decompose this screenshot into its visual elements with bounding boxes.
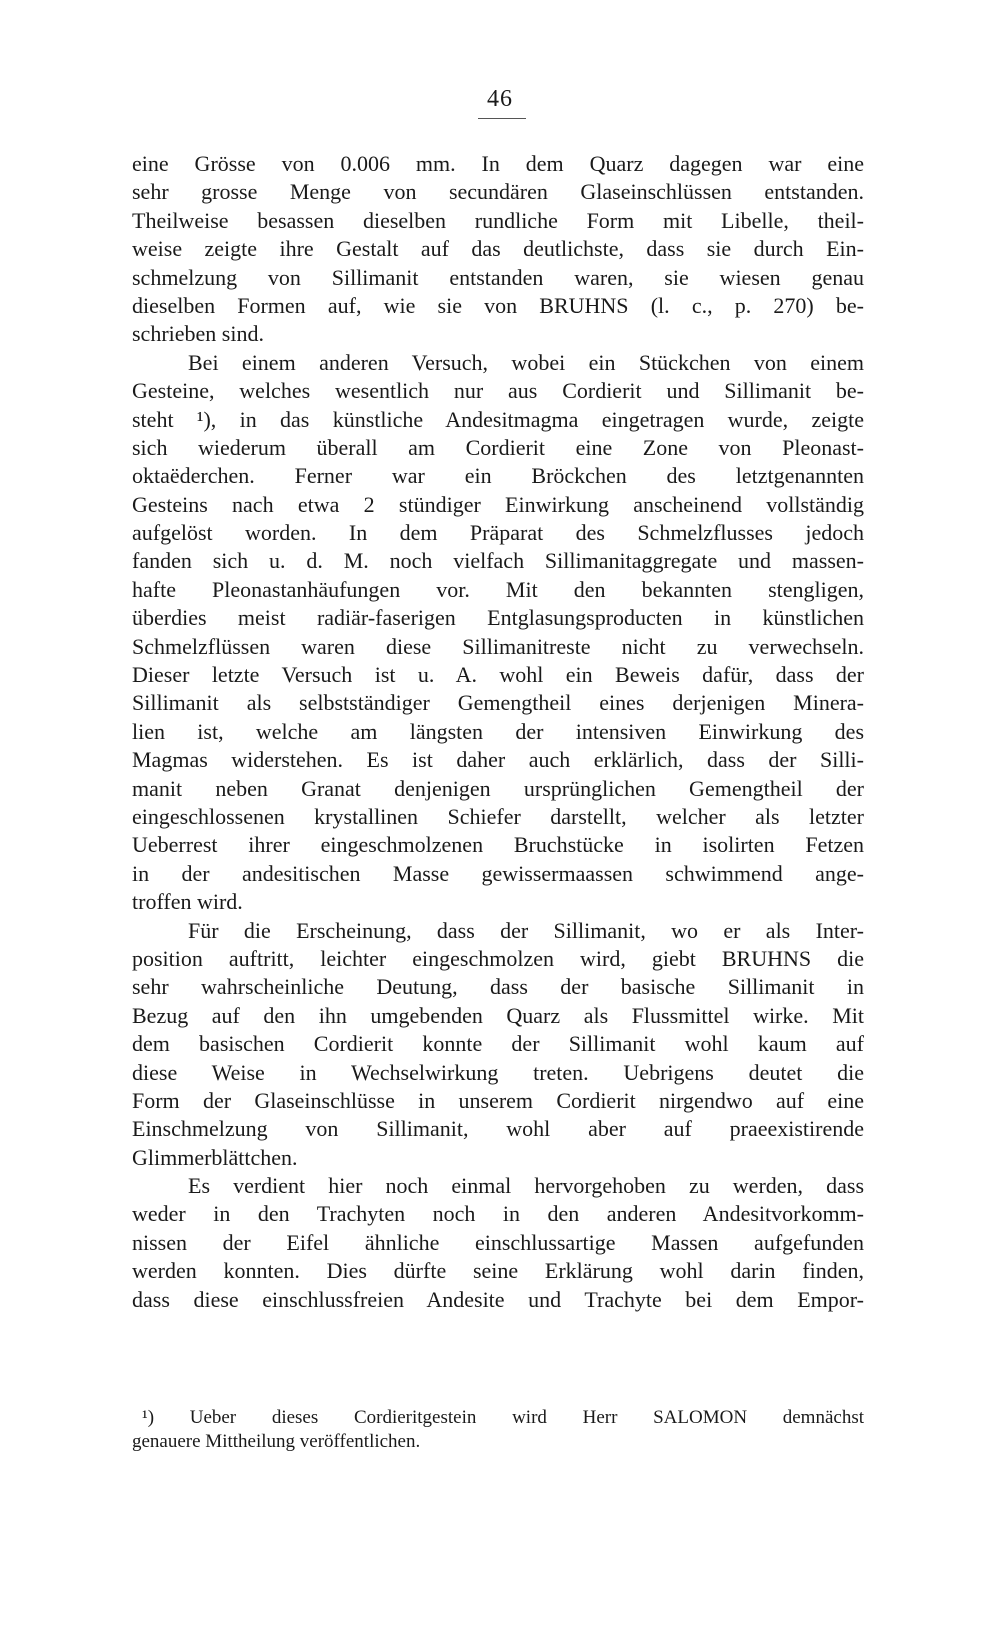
text-line: sehr grosse Menge von secundären Glaseinschlüssen entstanden. <box>132 179 864 205</box>
text-line: oktaëderchen. Ferner war ein Bröckchen des letztgenannten <box>132 463 864 489</box>
text-line: Es verdient hier noch einmal hervorgehoben zu werden, dass <box>188 1173 864 1199</box>
text-line: schrieben sind. <box>132 321 264 347</box>
text-line: Dieser letzte Versuch ist u. A. wohl ein Beweis dafür, dass der <box>132 662 864 688</box>
text-line: fanden sich u. d. M. noch vielfach Sillimanitaggregate und massen- <box>132 548 864 574</box>
footnote-line: genauere Mittheilung veröffentlichen. <box>132 1431 421 1452</box>
text-line: Für die Erscheinung, dass der Sillimanit, wo er als Inter- <box>188 917 864 943</box>
text-line: sich wiederum überall am Cordierit eine Zone von Pleonast- <box>132 434 864 460</box>
text-line: nissen der Eifel ähnliche einschlussartige Massen aufgefunden <box>132 1229 864 1255</box>
text-line: dieselben Formen auf, wie sie von BRUHNS (l. c., p. 270) be- <box>132 292 864 318</box>
text-line: weise zeigte ihre Gestalt auf das deutlichste, dass sie durch Ein- <box>132 236 864 262</box>
text-line: werden konnten. Dies dürfte seine Erklärung wohl darin finden, <box>132 1258 864 1284</box>
text-line: hafte Pleonastanhäufungen vor. Mit den bekannten stengligen, <box>132 576 864 602</box>
text-line: manit neben Granat denjenigen ursprünglichen Gemengtheil der <box>132 775 864 801</box>
text-line: Theilweise besassen dieselben rundliche Form mit Libelle, theil- <box>132 207 864 233</box>
text-line: überdies meist radiär-faserigen Entglasungsproducten in künstlichen <box>132 605 864 631</box>
text-line: sehr wahrscheinliche Deutung, dass der basische Sillimanit in <box>132 974 864 1000</box>
text-line: troffen wird. <box>132 889 243 915</box>
text-line: position auftritt, leichter eingeschmolzen wird, giebt BRUHNS die <box>132 945 864 971</box>
text-line: in der andesitischen Masse gewissermaassen schwimmend ange- <box>132 860 864 886</box>
page-number: 46 <box>487 86 513 112</box>
text-line: eingeschlossenen krystallinen Schiefer darstellt, welcher als letzter <box>132 803 864 829</box>
text-line: Einschmelzung von Sillimanit, wohl aber auf praeexistirende <box>132 1116 864 1142</box>
text-line: Ueberrest ihrer eingeschmolzenen Bruchstücke in isolirten Fetzen <box>132 832 864 858</box>
text-line: steht ¹), in das künstliche Andesitmagma eingetragen wurde, zeigte <box>132 406 864 432</box>
text-line: Bei einem anderen Versuch, wobei ein Stückchen von einem <box>188 349 864 375</box>
text-line: Form der Glaseinschlüsse in unserem Cordierit nirgendwo auf eine <box>132 1087 864 1113</box>
text-line: dem basischen Cordierit konnte der Sillimanit wohl kaum auf <box>132 1031 864 1057</box>
text-line: eine Grösse von 0.006 mm. In dem Quarz dagegen war eine <box>132 151 864 176</box>
text-line: weder in den Trachyten noch in den anderen Andesitvorkomm- <box>132 1201 864 1227</box>
text-line: Schmelzflüssen waren diese Sillimanitreste nicht zu verwechseln. <box>132 633 864 659</box>
footnote-line: ¹) Ueber dieses Cordieritgestein wird Herr SALOMON demnächst <box>142 1407 864 1428</box>
footnotes <box>132 1406 864 1454</box>
text-line: Bezug auf den ihn umgebenden Quarz als Flussmittel wirke. Mit <box>132 1002 864 1028</box>
text-line: lien ist, welche am längsten der intensiven Einwirkung des <box>132 718 864 744</box>
body-text <box>132 150 864 1314</box>
text-line: aufgelöst worden. In dem Präparat des Schmelzflusses jedoch <box>132 520 864 546</box>
page-number-rule <box>478 118 526 119</box>
text-line: Gesteins nach etwa 2 stündiger Einwirkung anscheinend vollständig <box>132 491 864 517</box>
text-line: Glimmerblättchen. <box>132 1144 298 1170</box>
text-line: Magmas widerstehen. Es ist daher auch erklärlich, dass der Silli- <box>132 747 864 773</box>
text-line: diese Weise in Wechselwirkung treten. Uebrigens deutet die <box>132 1059 864 1085</box>
text-line: schmelzung von Sillimanit entstanden waren, sie wiesen genau <box>132 264 864 290</box>
text-line: Gesteine, welches wesentlich nur aus Cordierit und Sillimanit be- <box>132 378 864 404</box>
text-line: dass diese einschlussfreien Andesite und Trachyte bei dem Empor- <box>132 1286 864 1312</box>
text-line: Sillimanit als selbstständiger Gemengtheil eines derjenigen Minera- <box>132 690 864 716</box>
